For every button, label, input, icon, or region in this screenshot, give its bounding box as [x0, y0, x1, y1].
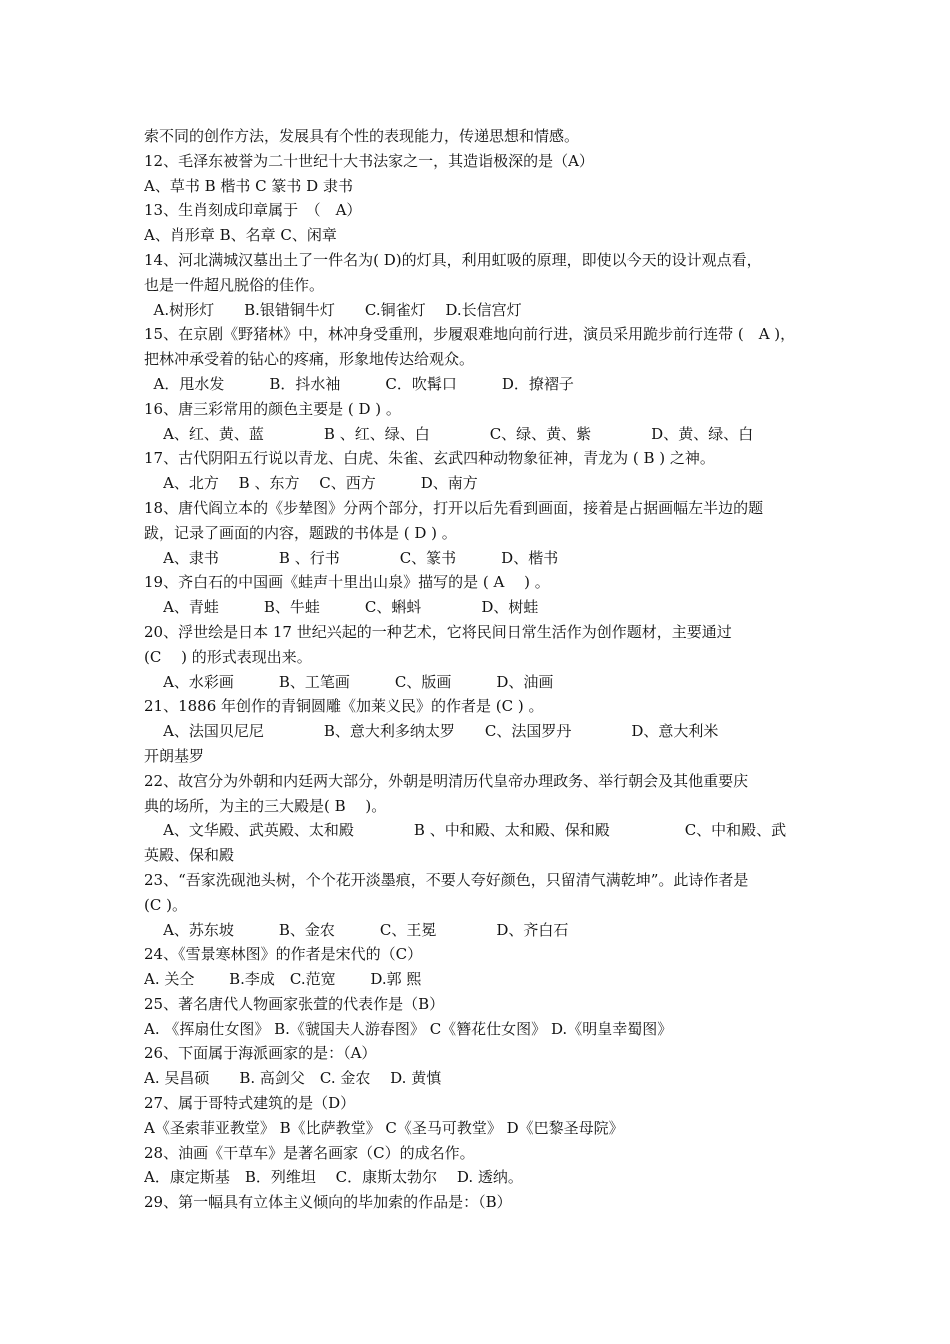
document-body [144, 124, 814, 1215]
options-24: A. 关仝 B.李成 C.范宽 D.郭 熙 [144, 970, 422, 989]
options-19: A、青蛙 B、牛蛙 C、蝌蚪 D、树蛙 [144, 598, 539, 617]
question-26: 26、下面属于海派画家的是：（A） [144, 1044, 377, 1063]
options-13: A、肖形章 B、名章 C、闲章 [144, 226, 337, 245]
question-16: 16、唐三彩常用的颜色主要是 ( D ) 。 [144, 399, 401, 418]
options-25: A. 《挥扇仕女图》 B.《虢国夫人游春图》 C《簪花仕女图》 D.《明皇幸蜀图》 [144, 1019, 673, 1038]
question-27: 27、属于哥特式建筑的是（D） [144, 1094, 356, 1113]
options-17: A、北方 B 、东方 C、西方 D、南方 [144, 474, 478, 493]
question-13: 13、生肖刻成印章属于 （ A） [144, 201, 362, 220]
question-23: 23、“吾家洗砚池头树，个个花开淡墨痕，不要人夸好颜色，只留清气满乾坤”。此诗作者是 [144, 870, 749, 889]
options-26: A. 吴昌硕 B. 高剑父 C. 金农 D. 黄慎 [144, 1069, 442, 1088]
question-23-cont: (C )。 [144, 895, 187, 914]
options-21-cont: 开朗基罗 [144, 746, 205, 765]
options-27: A《圣索菲亚教堂》 B《比萨教堂》 C《圣马可教堂》 D《巴黎圣母院》 [144, 1118, 624, 1137]
question-28: 28、油画《干草车》是著名画家（C）的成名作。 [144, 1143, 475, 1162]
options-14: A.树形灯 B.银错铜牛灯 C.铜雀灯 D.长信宫灯 [144, 300, 522, 319]
question-18-cont: 跋，记录了画面的内容，题跋的书体是 ( D ) 。 [144, 523, 457, 542]
question-29: 29、第一幅具有立体主义倾向的毕加索的作品是：（B） [144, 1193, 512, 1212]
options-28: A．康定斯基 B．列维坦 C．康斯太勃尔 D. 透纳。 [144, 1168, 523, 1187]
question-14-cont: 也是一件超凡脱俗的佳作。 [144, 275, 325, 294]
options-21: A、法国贝尼尼 B、意大利多纳太罗 C、法国罗丹 D、意大利米 [144, 722, 719, 741]
question-15-cont: 把林冲承受着的钻心的疼痛，形象地传达给观众。 [144, 350, 475, 369]
question-20-cont: (C ) 的形式表现出来。 [144, 647, 312, 666]
question-18: 18、唐代阎立本的《步辇图》分两个部分，打开以后先看到画面，接着是占据画幅左半边的题 [144, 498, 764, 517]
question-12: 12、毛泽东被誉为二十世纪十大书法家之一，其造诣极深的是（A） [144, 151, 594, 170]
options-20: A、水彩画 B、工笔画 C、版画 D、油画 [144, 672, 554, 691]
question-17: 17、古代阴阳五行说以青龙、白虎、朱雀、玄武四种动物象征神，青龙为 ( B ) 之神。 [144, 449, 715, 468]
question-14: 14、河北满城汉墓出土了一件名为( D)的灯具，利用虹吸的原理，即使以今天的设计观点看， [144, 250, 762, 269]
text-line: 索不同的创作方法，发展具有个性的表现能力，传递思想和情感。 [144, 127, 580, 145]
options-22: A、文华殿、武英殿、太和殿 B 、中和殿、太和殿、保和殿 C、中和殿、武 [144, 821, 787, 840]
question-22: 22、故宫分为外朝和内廷两大部分，外朝是明清历代皇帝办理政务、举行朝会及其他重要庆 [144, 771, 749, 790]
options-22-cont: 英殿、保和殿 [144, 846, 235, 865]
question-21: 21、1886 年创作的青铜圆雕《加莱义民》的作者是 (C ) 。 [144, 697, 544, 716]
options-12: A、草书 B 楷书 C 篆书 D 隶书 [144, 176, 353, 195]
question-15: 15、在京剧《野猪林》中，林冲身受重刑，步履艰难地向前行进，演员采用跪步前行连带 ( A )， [144, 325, 796, 344]
question-24: 24、《雪景寒林图》的作者是宋代的（C） [144, 945, 423, 964]
options-18: A、隶书 B 、行书 C、篆书 D、楷书 [144, 548, 559, 567]
options-16: A、红、黄、蓝 B 、红、绿、白 C、绿、黄、紫 D、黄、绿、白 [144, 424, 754, 443]
question-19: 19、齐白石的中国画《蛙声十里出山泉》描写的是 ( A ) 。 [144, 573, 550, 592]
options-23: A、苏东坡 B、金农 C、王冕 D、齐白石 [144, 920, 569, 939]
question-22-cont: 典的场所，为主的三大殿是( B )。 [144, 796, 387, 815]
question-25: 25、著名唐代人物画家张萱的代表作是（B） [144, 994, 445, 1013]
options-15: A．甩水发 B．抖水袖 C．吹髯口 D．撩褶子 [144, 374, 574, 393]
question-20: 20、浮世绘是日本 17 世纪兴起的一种艺术，它将民间日常生活作为创作题材，主要通过 [144, 622, 732, 641]
